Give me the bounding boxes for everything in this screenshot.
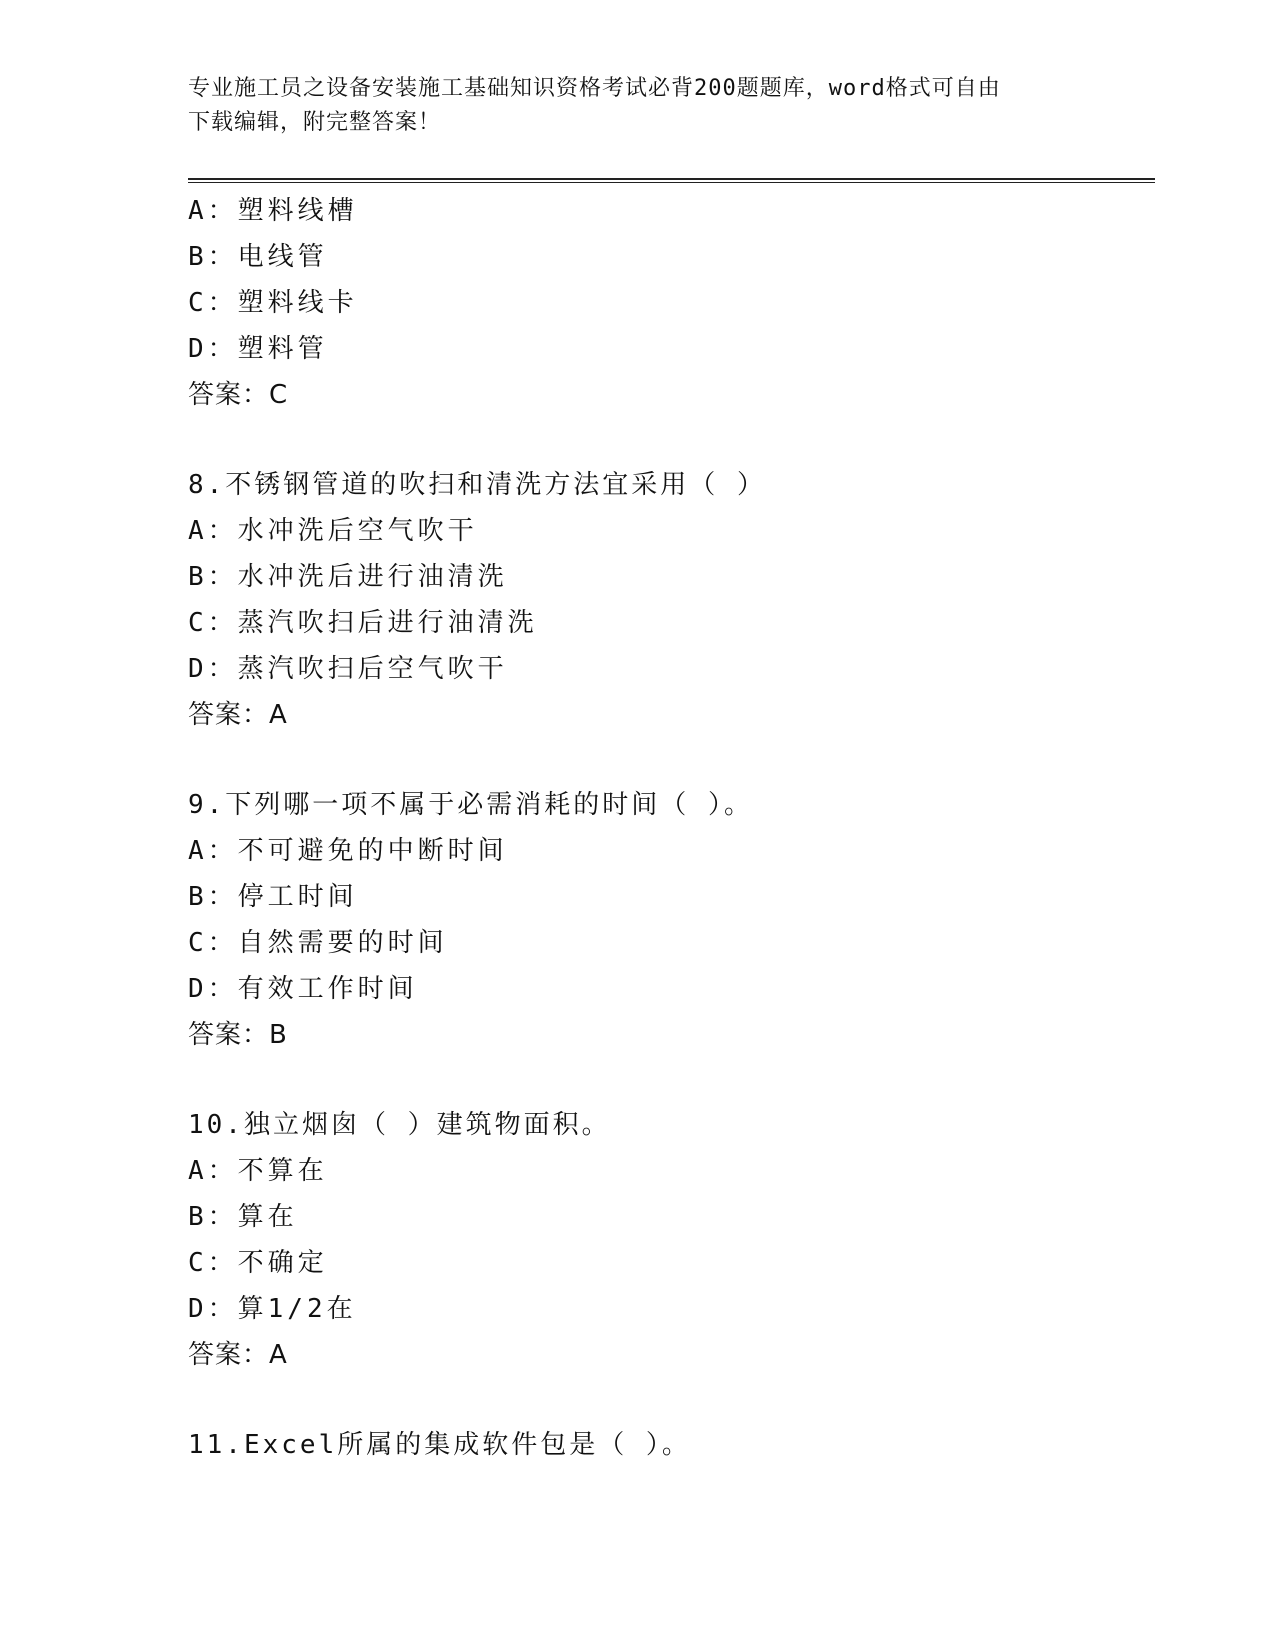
question-9 — [188, 782, 1148, 1058]
option-a: A：塑料线槽 — [188, 196, 358, 226]
header-line-2: 下载编辑，附完整答案！ — [188, 110, 442, 135]
option-a: A：不可避免的中断时间 — [188, 836, 508, 866]
option-b: B：电线管 — [188, 242, 328, 272]
header-divider — [188, 178, 1155, 183]
question-title: 8.不锈钢管道的吹扫和清洗方法宜采用（ ） — [188, 470, 766, 500]
answer: 答案：A — [188, 1340, 288, 1370]
option-c: C：蒸汽吹扫后进行油清洗 — [188, 608, 538, 638]
spacer — [188, 1378, 1148, 1422]
option-d: D：算1/2在 — [188, 1294, 357, 1324]
answer: 答案：B — [188, 1020, 288, 1050]
option-d: D：塑料管 — [188, 334, 328, 364]
question-title: 11.Excel所属的集成软件包是（ ）。 — [188, 1430, 691, 1460]
question-7 — [188, 188, 1148, 418]
option-d: D：蒸汽吹扫后空气吹干 — [188, 654, 508, 684]
option-d: D：有效工作时间 — [188, 974, 418, 1004]
question-10 — [188, 1102, 1148, 1378]
header-line-1: 专业施工员之设备安装施工基础知识资格考试必背200题题库，word格式可自由 — [188, 76, 1001, 101]
answer: 答案：A — [188, 700, 288, 730]
document-header — [188, 72, 1088, 140]
answer: 答案：C — [188, 380, 289, 410]
option-c: C：自然需要的时间 — [188, 928, 448, 958]
spacer — [188, 738, 1148, 782]
option-c: C：不确定 — [188, 1248, 328, 1278]
question-title: 10.独立烟囱（ ）建筑物面积。 — [188, 1110, 611, 1140]
question-title: 9.下列哪一项不属于必需消耗的时间（ ）。 — [188, 790, 753, 820]
option-b: B：算在 — [188, 1202, 298, 1232]
question-8 — [188, 462, 1148, 738]
option-c: C：塑料线卡 — [188, 288, 358, 318]
option-b: B：水冲洗后进行油清洗 — [188, 562, 508, 592]
spacer — [188, 1058, 1148, 1102]
question-11 — [188, 1422, 1148, 1468]
question-list — [188, 188, 1148, 1468]
option-a: A：不算在 — [188, 1156, 328, 1186]
option-a: A：水冲洗后空气吹干 — [188, 516, 478, 546]
option-b: B：停工时间 — [188, 882, 358, 912]
spacer — [188, 418, 1148, 462]
